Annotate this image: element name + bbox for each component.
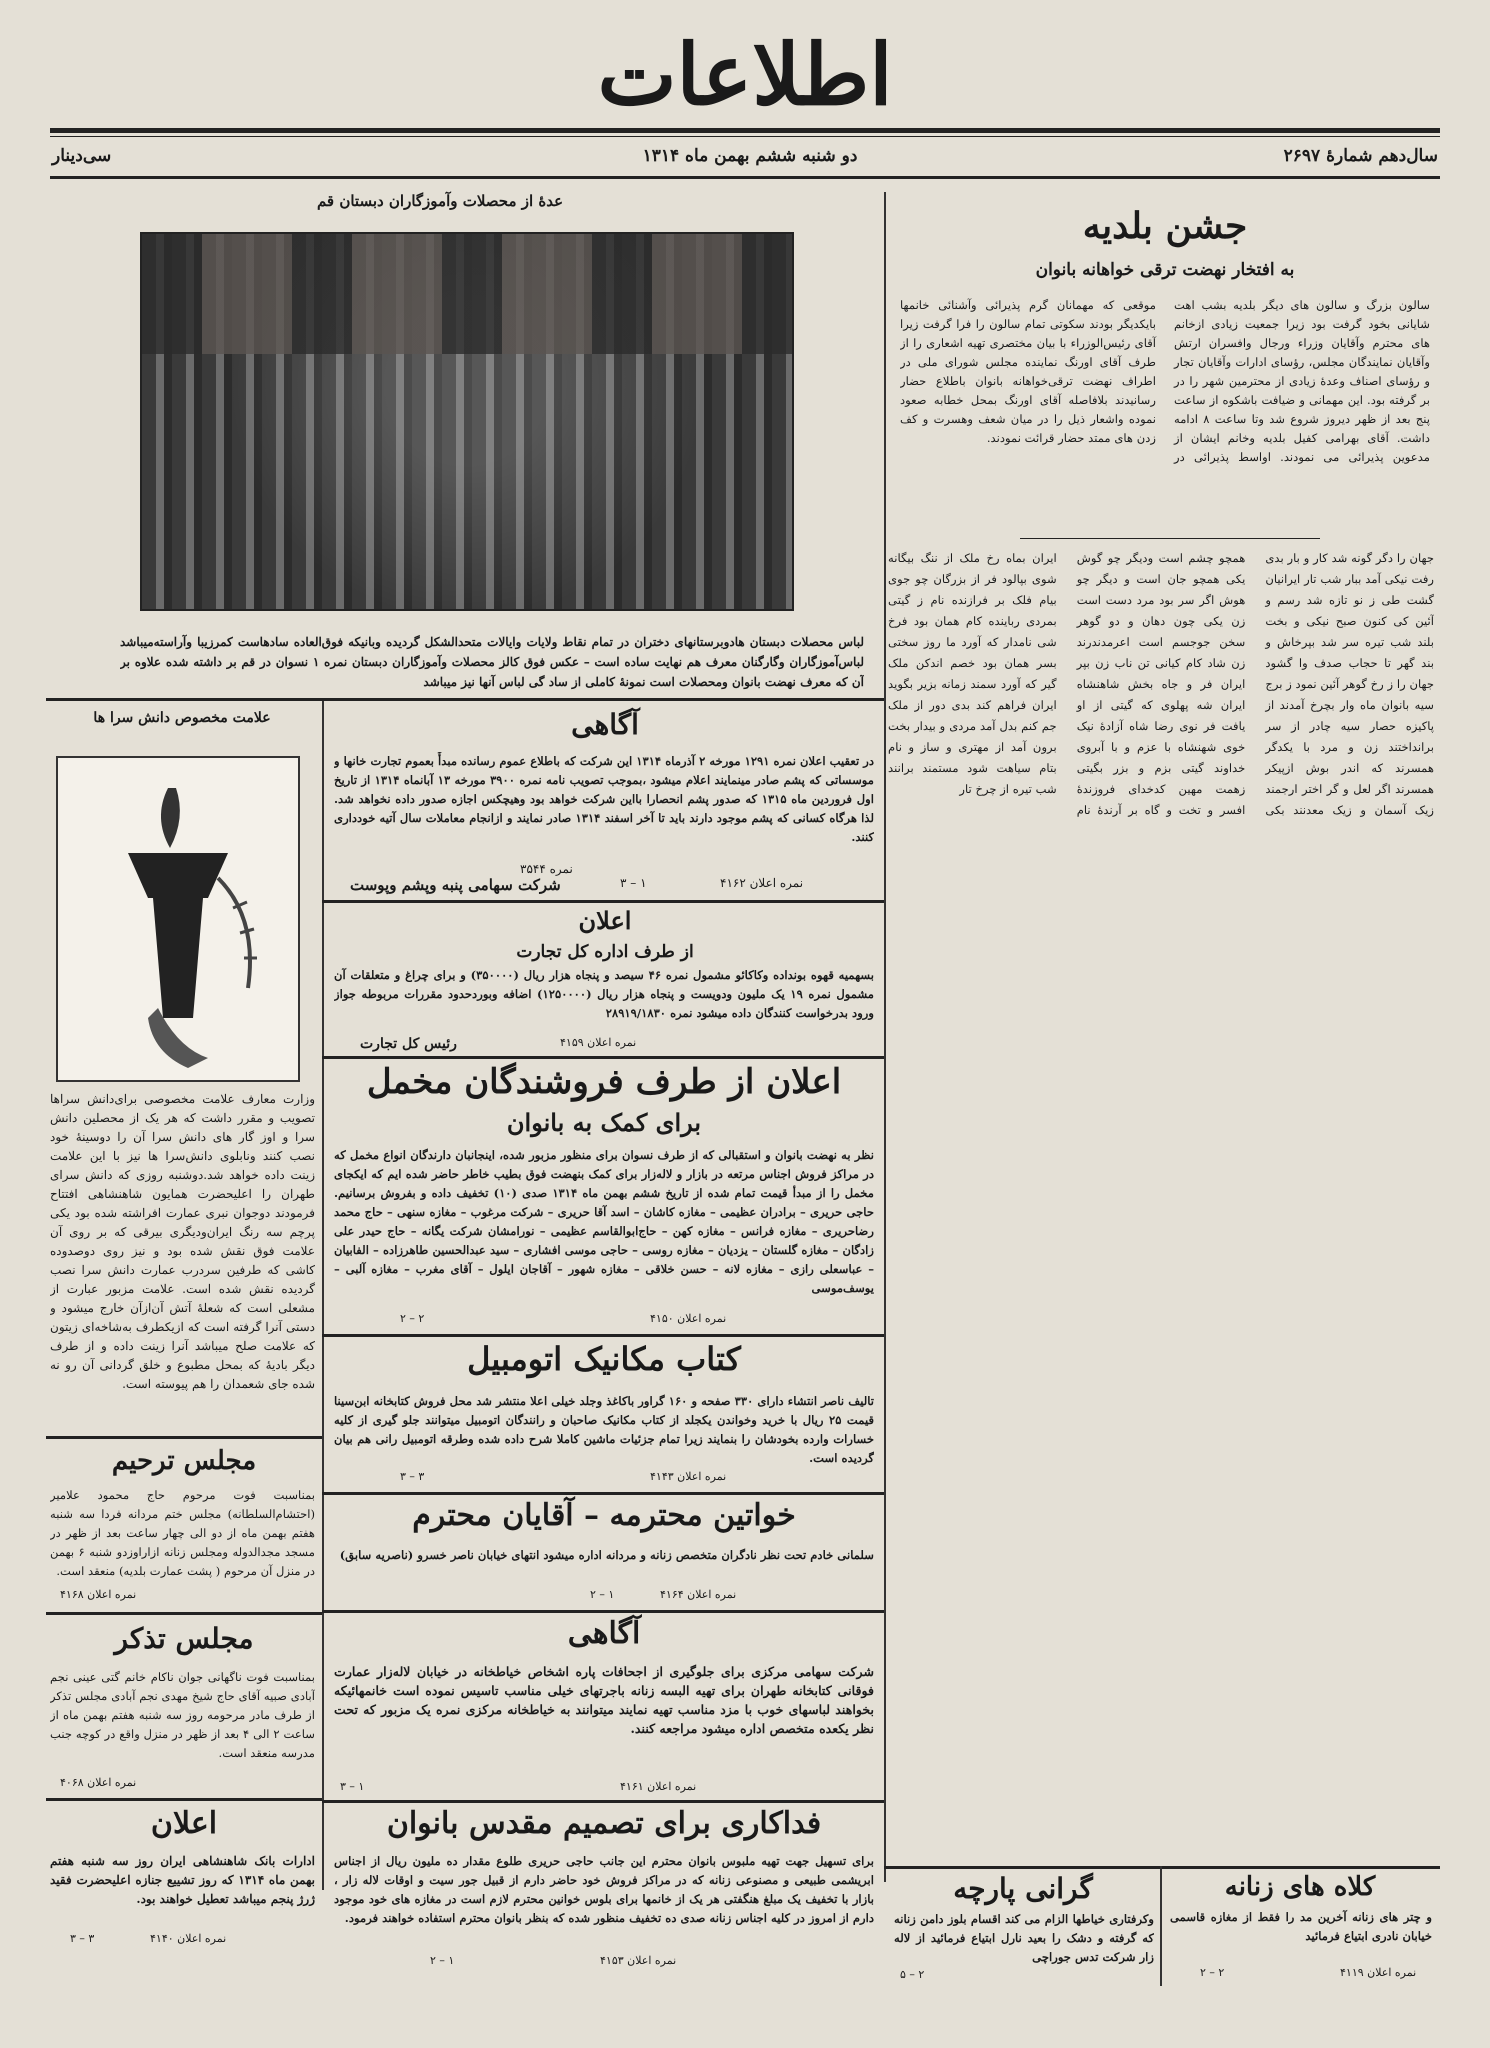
photo-caption-top: عدهٔ از محصلات وآموزگاران دبستان قم	[316, 192, 564, 210]
fabric-notice-title: گرانی پارچه	[953, 1872, 1093, 1905]
tazakor-rule	[46, 1798, 322, 1801]
tazakor-number: نمره اعلان ۴۰۶۸	[60, 1776, 137, 1789]
poem-body: جهان را دگر گونه شد کار و بار بدی رفت نیکی آمد ببار شب تار ایرانیان گشت طی ز نو تازه شد رسم و آئین کی کنون صبح نیکی و بخت بلند شب تیره سر شد بپرخاش و بند گهر تا حجاب صدف وا گشود جهان را ز رخ گوهر آئین نمود ز برج سیه بانوان ماه وار بچرخ آمدند از پاکیزه حصار سیه چادر از سر برانداختند زن و مرد با یکدگر همسرند که اندر بوش ازپیکر همسرند اگر لعل و گر اختر ارجمند زیک آسمان و زیک معدنند بکی همچو چشم است ودیگر چو گوش یکی همچو جان است و دیگر چو هوش اگر سر بود مرد دست است زن یکی چون دهان و دو گوهر سخن جوجسم است اعرمدندرند زن شاد کام کیانی تن ناب زن بپر ایران فر و جاه بخش شاهنشاه ایران شه پهلوی که گیتی از او یافت فر نوی رضا شاه آزادهٔ نیک خوی شهنشاه با عزم و با آبروی خداوند گیتی بزم و بزر بگیتی زهمت مهین کدخدای فروزندهٔ افسر و تخت و گاه بر آرندهٔ نام ایران بماه رخ ملک از ننگ بیگانه شوی بپالود فر از بزرگان چو جوی بیام فلک بر فرازنده نام ز گیتی بمردی رباینده کام همان بود فرخ شی نامدار که آورد ما روز سختی بسر همان بود خصم اندکن ملک گیر که آورد سمند زمانه بزیر بگوید ایران فراهم کند بدی دور از ملک جم کنم بدل آمد مردی و بیدار بخت برون آمد از مهتری و ساز و نام بتام سیاهت شود مستمند برانند شب تیره از چرخ تار	[888, 551, 1434, 817]
hat-notice-seq: ۲ – ۲	[1200, 1966, 1225, 1979]
section-rule	[1020, 538, 1320, 539]
fabric-notice-body: وکرفتاری خیاطها الزام می کند اقسام بلوز دامن زنانه که گرفته و دشک را بعید نارل ابتیاع فرمائید از لاله زار شرکت تدس جوراچی	[894, 1912, 1154, 1964]
trade-notice-rule	[322, 1056, 884, 1059]
tailor-notice-title: آگاهی	[567, 1616, 641, 1651]
trade-notice-body: بسهمیه قهوه بونداده وکاکائو مشمول نمره ۴۶ سیصد و پنجاه هزار ریال (۳۵۰۰۰۰) و برای چراغ و متعلقات آن مشمول نمره ۱۹ یک ملیون ودویست و پنجاه هزار ریال (۱۲۵۰۰۰۰) اضافه وبوردحدود مقررات مربوطه جواز ورود بدرخواست کنندگان داده میشود نمره ۲۸۹۱۹/۱۸۳۰	[334, 968, 874, 1020]
velvet-notice-rule	[322, 1334, 884, 1337]
wool-notice-ref: نمره ۳۵۴۴	[520, 862, 573, 876]
book-notice-number: نمره اعلان ۴۱۴۳	[650, 1470, 727, 1483]
tailor-notice-rule	[322, 1800, 884, 1803]
header-rule	[50, 176, 1440, 179]
book-notice-rule	[322, 1492, 884, 1495]
column-rule-2	[322, 700, 324, 1890]
velvet-notice-seq: ۲ – ۲	[400, 1312, 425, 1325]
wool-notice-company: شرکت سهامی پنبه وپشم وپوست	[350, 876, 561, 894]
barber-notice-seq: ۱ – ۲	[590, 1588, 615, 1601]
emblem-image	[56, 756, 300, 1082]
price: سی‌دینار	[52, 146, 112, 166]
fabric-notice-seq: ۲ – ۵	[900, 1968, 925, 1981]
tarhim-title: مجلس ترحیم	[111, 1446, 257, 1476]
tarhim-number: نمره اعلان ۴۱۶۸	[60, 1588, 137, 1601]
silk-notice-seq: ۱ – ۲	[430, 1954, 455, 1967]
velvet-notice-body: نظر به نهضت بانوان و استقبالی که از طرف نسوان برای منظور مزبور شده، اینجانبان دارندگان انواع مخمل که در مراکز فروش اجناس مرتعه در بازار و لاله‌زار برای کمک بنهضت فوق بطیب خاطر حاضر شده ایم که ایکجای مخمل را از مبدأ قیمت تمام شده از تاریخ ششم بهمن ماه ۱۳۱۴ صدی (۱۰) تخفیف داده و بفروش برسانیم. حاجی حریری – برادران عظیمی – مغازه کاشان – اسد آقا حریری – شرکت مرغوب – مغازه سنهی – حاج محمد رضاحریری – مغازه فرانس – مغازه کهن – حاج‌ابوالقاسم عظیمی – نورامشان شرکت یگانه – حاج حیدر علی زادگان – مغازه گلستان – یزدیان – مغازه روسی – حاجی موسی افشاری – سید عبدالحسین طاهرزاده – الفابیان – عباسعلی رازی – مغازه لانه – حسن خلاقی – مغازه شهور – آقاجان ایلول – آقای مغرب – مغازه آلبی – یوسف‌موسی	[334, 1148, 874, 1295]
bank-notice-title: اعلان	[150, 1806, 218, 1841]
barber-notice-number: نمره اعلان ۴۱۶۴	[660, 1588, 737, 1601]
trade-notice-sign: رئیس کل تجارت	[360, 1036, 457, 1052]
wool-notice-seq: ۱ – ۳	[620, 876, 647, 890]
wool-notice-body: در تعقیب اعلان نمره ۱۲۹۱ مورخه ۲ آذرماه ۱۳۱۴ این شرکت که باطلاع عموم رسانده مبدأً بعموم تجارت خانها و موسساتی که پشم صادر مینمایند اعلام میشود ،بموجب تصویب نامه نمره ۳۹۰۰ مورخه ۱۳ آبانماه ۱۳۱۴ از تاریخ اول فروردین ماه ۱۳۱۵ که صدور پشم انحصارا بااین شرکت خواهد بود وهیچکس اجازه صدور داده نخواهد شد. لذا هرگاه کسانی که پشم موجود دارند باید تا آخر اسفند ۱۳۱۴ صادر نمایند و ازانجام معاملات سال آتیه خودداری کنند.	[334, 754, 874, 844]
book-notice-title: کتاب مکانیک اتومبیل	[467, 1340, 741, 1378]
photo-rule	[46, 698, 884, 701]
bottom-right-rule	[884, 1866, 1440, 1869]
torch-icon	[58, 758, 298, 1080]
tailor-notice-number: نمره اعلان ۴۱۶۱	[620, 1780, 697, 1793]
tailor-notice-seq: ۱ – ۳	[340, 1780, 365, 1793]
article-title: جشن بلدیه	[1082, 205, 1248, 247]
velvet-notice-number: نمره اعلان ۴۱۵۰	[650, 1312, 727, 1325]
bank-notice-seq: ۳ – ۳	[70, 1932, 95, 1945]
emblem-title: علامت مخصوص دانش سرا ها	[93, 710, 271, 726]
barber-notice-body: سلمانی خادم تحت نظر نادگران متخصص زنانه و مردانه اداره میشود انتهای خیابان ناصر خسرو (ناصریه سابق)	[339, 1548, 874, 1562]
tailor-notice-body: شرکت سهامی مرکزی برای جلوگیری از اجحافات پاره اشخاص خیاطخانه در خیابان لاله‌زار عمارت فوقانی کتابخانه طهران برای تهیه البسه زنانه باجرتهای خیلی مناسب تاسیس نموده است خانمهائیکه بخواهند لباسهای خوب با مزد مناسب تهیه نمایند میتوانند به خیاطخانه مرکزی نمره یک مزبور که تحت نظر یکعده متخصص اداره میشود مراجعه کنند.	[334, 1664, 874, 1736]
article-body: سالون بزرگ و سالون های دیگر بلدیه بشب اهت شایانی بخود گرفت بود زیرا جمعیت زیادی ازخانم های محترم وآقایان وزراء ورجال وافسران ارتش وآقایان نمایندگان مجلس، رؤسای ادارات وآقایان تجار و رؤسای اصناف وعدهٔ زیادی از محترمین شهر را در بر گرفته بود. این مهمانی و ضیافت باشکوه از ساعت پنج بعد از ظهر دیروز شروع شد وتا ساعت ۸ ادامه داشت. آقای بهرامی کفیل بلدیه وخانم ایشان از مدعوین پذیرائی می نمودند. اواسط پذیرائی در موقعی که مهمانان گرم پذیرائی وآشنائی خانمها بایکدیگر بودند سکوتی تمام سالون را فرا گرفت زیرا آقای رئیس‌الوزراء با بیان مختصری تهیه اشعاری را از طرف آقای اورنگ نماینده مجلس شورای ملی در اطراف نهضت ترقی‌خواهانه بانوان باطلاع حضار رسانیدند بلافاصله آقای اورنگ بمحل خطابه صعود نموده واشعار ذیل را در میان شعف وهسرت و کف زدن های ممتد حضار قرائت نمودند.	[900, 298, 1430, 464]
trade-notice-subtitle: از طرف اداره کل تجارت	[516, 942, 694, 962]
article-subtitle: به افتخار نهضت ترقی خواهانه بانوان	[1035, 260, 1295, 280]
masthead-rule-thin	[50, 136, 1440, 137]
trade-notice-title: اعلان	[578, 906, 632, 935]
column-rule-1	[884, 192, 886, 1882]
silk-notice-title: فداکاری برای تصمیم مقدس بانوان	[386, 1806, 822, 1841]
bottom-box-divider	[1160, 1866, 1162, 1986]
masthead-rule	[50, 128, 1440, 133]
tarhim-rule	[46, 1612, 322, 1615]
trade-notice-number: نمره اعلان ۴۱۵۹	[560, 1036, 637, 1049]
masthead-title: اطلاعات	[597, 25, 893, 124]
barber-notice-title: خواتین محترمه – آقایان محترم	[412, 1498, 796, 1533]
tarhim-body: بمناسبت فوت مرحوم حاج محمود علامیر (احتشام‌السلطانه) مجلس ختم مردانه فردا سه شنبه هفتم بهمن ماه از دو الی چهار ساعت بعد از ظهر در مسجد مجدالدوله ومجلس زنانه ازاراوزدو شنبه ۶ بهمن در منزل آن مرحوم ( پشت عمارت بلدیه) منعقد است.	[50, 1488, 315, 1578]
issue-date: دو شنبه ششم بهمن ماه ۱۳۱۴	[642, 146, 858, 166]
hat-notice-number: نمره اعلان ۴۱۱۹	[1340, 1966, 1417, 1979]
velvet-notice-subtitle: برای کمک به بانوان	[506, 1108, 702, 1137]
book-notice-seq: ۳ – ۳	[400, 1470, 425, 1483]
wool-notice-rule	[322, 900, 884, 903]
barber-notice-rule	[322, 1610, 884, 1613]
book-notice-body: تالیف ناصر انتشاء دارای ۳۳۰ صفحه و ۱۶۰ گراور باکاغذ وجلد خیلی اعلا منتشر شد محل فروش کتابخانه ابن‌سینا قیمت ۲۵ ریال با خرید وخواندن یکجلد از کتاب مکانیک صاحبان و رانندگان اتومبیل میتوانند جلو گیری از کلیه خسارات وارده بخودشان را بنمایند زیرا تمام جزئیات ماشین کاملا شرح داده شده وطرقه اتومبیل رانی هم بیان گردیده است.	[334, 1394, 874, 1465]
photo-caption: لباس محصلات دبستان هادوبرستانهای دختران در تمام نقاط ولایات وایالات متحدالشکل گردیده وبانیکه فوق‌العاده سادهاست کمرزیبا وآراسته‌میباشد لباس‌آموزگاران وگارگنان معرف هم نهایت ساده است – عکس فوق کالز محصلات وآموزگاران دبستان نمره ۱ نسوان در قم بر داشته شده علاوه بر آن که معرف نهضت بانوان ومحصلات است نمونهٔ کاملی از ساد گی لباس آنها نیز میباشد	[120, 635, 864, 689]
bank-notice-body: ادارات بانک شاهنشاهی ایران روز سه شنبه هفتم بهمن ماه ۱۳۱۴ که روز تشییع جنازه اعلیحضرت فقید ژرژ پنجم میباشد تعطیل خواهند بود.	[50, 1854, 315, 1906]
issue-number: سال‌دهم شمارهٔ ۲۶۹۷	[1283, 146, 1438, 166]
school-photo	[140, 232, 794, 611]
tazakor-title: مجلس تذکر	[114, 1622, 254, 1655]
silk-notice-number: نمره اعلان ۴۱۵۳	[600, 1954, 677, 1967]
bank-notice-number: نمره اعلان ۴۱۴۰	[150, 1932, 227, 1945]
wool-notice-title: آگاهی	[571, 708, 639, 741]
silk-notice-body: برای تسهیل جهت تهیه ملبوس بانوان محترم این جانب حاجی حریری طلوع مقدار ده ملیون ریال از اجناس ابریشمی طبیعی و مصنوعی زنانه که در مراکز فروش خود حاضر دارم از قبیل جور سیت و اوقات لاله زار ، بازار با تخفیف یک مبلغ هنگفتی هر یک از خانمها برای بلوس خوانین محترم لازم است در مغازه های خود موجود دارم از امروز در کلیه اجناس زنانه صدی ده تخفیف منظور شده که بنظر بانوان محترم استفاده خواهند فرمود.	[334, 1854, 874, 1925]
emblem-rule	[46, 1436, 322, 1439]
emblem-body: وزارت معارف علامت مخصوصی برای‌دانش سراها تصویب و مقرر داشت که هر یک از محصلین دانش سرا و اوز گار های دانش سرا آن را دوسینهٔ خود نصب کنند ونابلوی دانش‌سرا ها نیز با این علامت زینت داده خواهد شد.دوشنبه روزی که دانش سرای طهران را اعلیحضرت همایون شاهنشاهی افتتاح فرمودند دوجوان نبری عمارت افراشته شده بود یکی پرچم سه رنگ ایران‌ودیگری بیرقی که بر روی آن علامت فوق نقش شده بود و نیز روی دوصدوده کاشی که طرفین سردرب عمارت دانش سرا نصب گردیده نقش شده است. علامت مزبور عبارت از مشعلی است که شعلهٔ آتش آن‌ازآن خارج میشود و دستی آنرا گرفته است که ازیکطرف به‌شاخه‌ای زیتون که علامت صلح میباشد آنرا زینت داده و از طرف دیگر بادیهٔ که بمحل مطبوع و خلق گردانی آن رو نه شده جای شعمدان را هم پیوسته است.	[50, 1092, 315, 1391]
hat-notice-title: کلاه های زنانه	[1224, 1872, 1376, 1902]
tazakor-body: بمناسبت فوت ناگهانی جوان ناکام خانم گتی عینی نجم آبادی صبیه آقای حاج شیخ مهدی نجم آبادی مجلس تذکر از طرف مادر مرحومه روز سه شنبه هفتم بهمن ماه از ساعت ۲ الی ۴ بعد از ظهر در منزل واقع در کوچه جنب مدرسه منعقد است.	[50, 1670, 315, 1760]
velvet-notice-title: اعلان از طرف فروشندگان مخمل	[366, 1062, 842, 1102]
wool-notice-number: نمره اعلان ۴۱۶۲	[720, 876, 804, 890]
hat-notice-body: و چتر های زنانه آخرین مد را فقط از مغازه قاسمی خیابان نادری ابتیاع فرمائید	[1170, 1910, 1432, 1943]
